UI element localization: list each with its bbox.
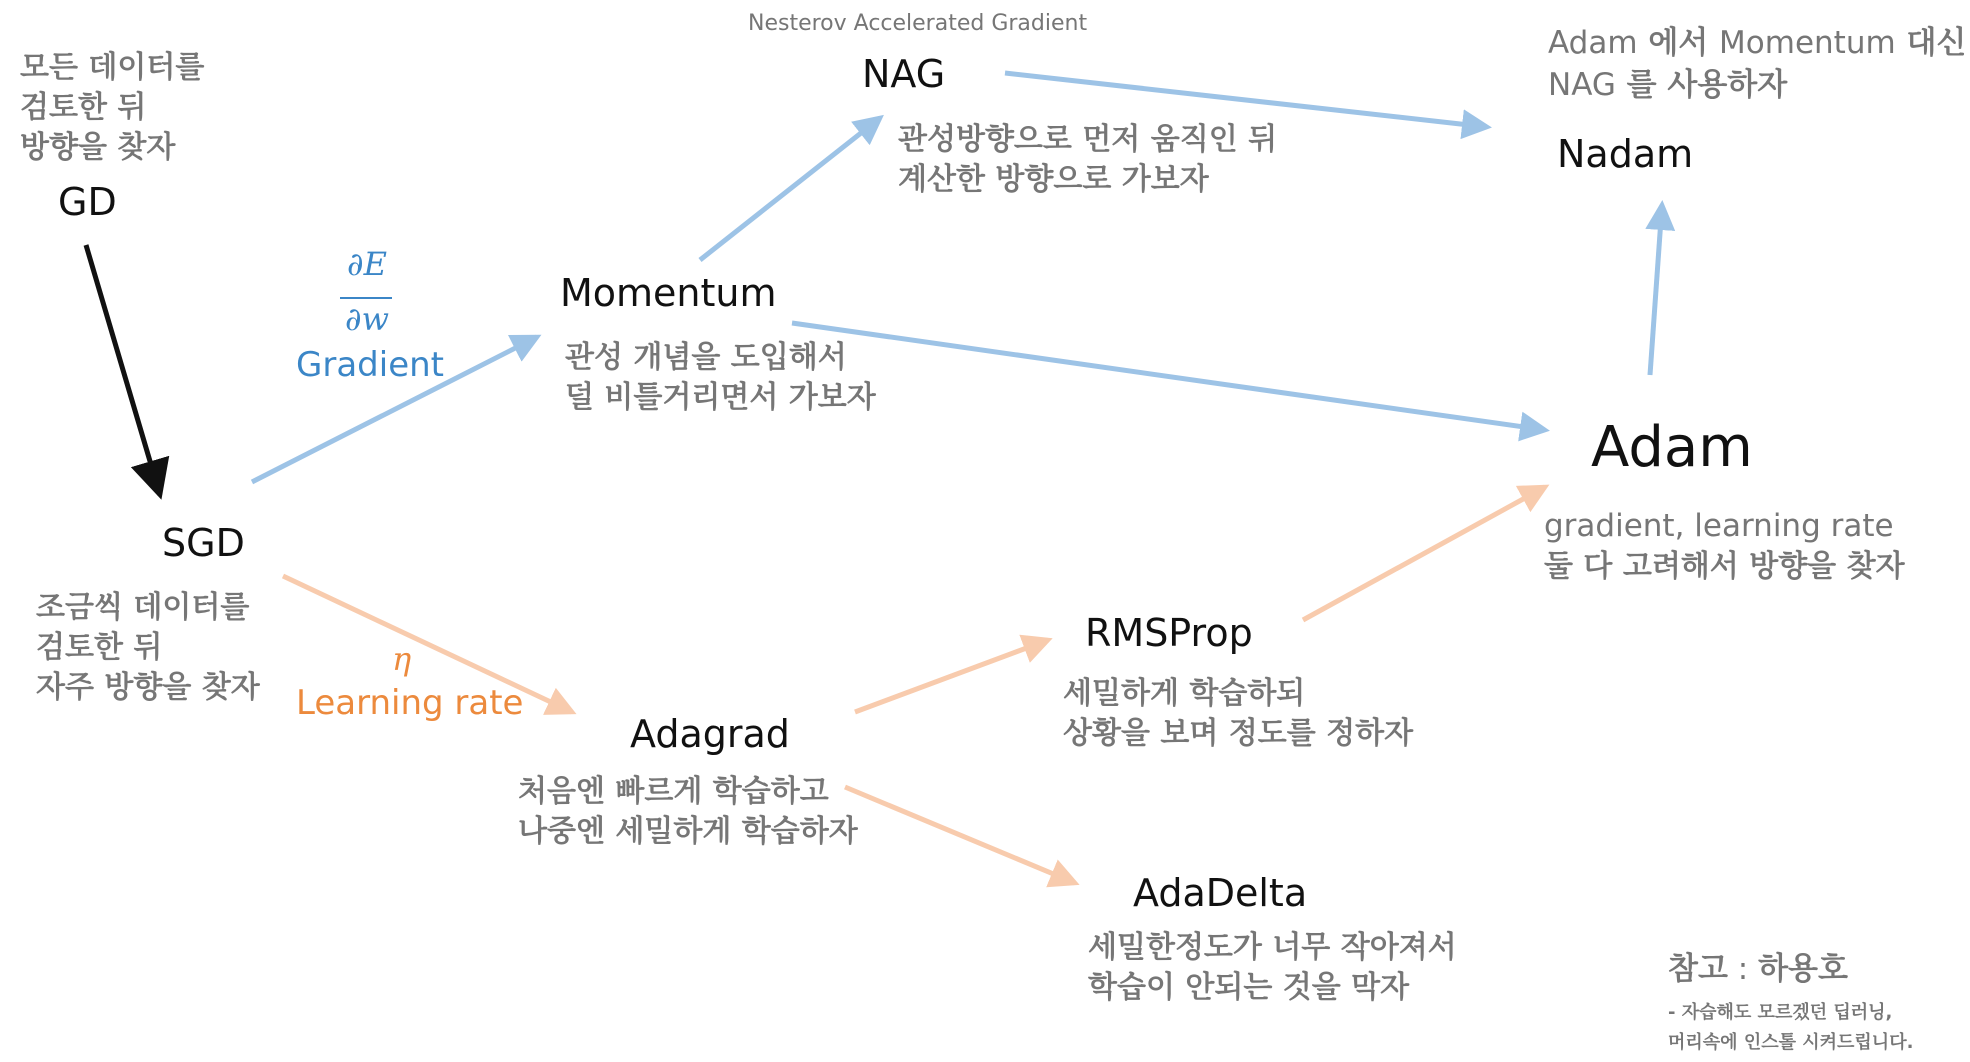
desc-line: 학습이 안되는 것을 막자	[1088, 970, 1410, 1005]
desc-line: 방향을 찾자	[20, 130, 176, 165]
note-part: Adam	[1548, 25, 1638, 61]
node-rmsprop: RMSProp	[1085, 611, 1253, 655]
desc-line: 모든 데이터를	[20, 50, 205, 85]
desc-line: 둘 다 고려해서 방향을 찾자	[1544, 549, 1905, 584]
arrow-momentum-to-adam	[792, 323, 1545, 430]
arrow-adam-to-nadam	[1650, 205, 1662, 375]
note-part: 를 사용하자	[1615, 67, 1788, 103]
adagrad-description	[518, 772, 858, 852]
gradient-denominator: ∂w	[345, 300, 389, 338]
learning-rate-label: Learning rate	[296, 683, 524, 723]
node-momentum: Momentum	[560, 271, 777, 315]
reference-line-2: 머리속에 인스톨 시켜드립니다.	[1668, 1032, 1914, 1053]
note-part: 에서	[1637, 25, 1720, 61]
node-gd: GD	[58, 180, 117, 224]
desc-line: 자주 방향을 찾자	[36, 670, 260, 705]
arrow-rmsprop-to-adam	[1303, 487, 1545, 620]
node-adam: Adam	[1591, 415, 1753, 480]
desc-line: 세밀한정도가 너무 작아져서	[1088, 930, 1457, 965]
arrow-momentum-to-nag	[700, 118, 880, 260]
node-nadam: Nadam	[1557, 132, 1694, 176]
desc-line: 관성방향으로 먼저 움직인 뒤	[898, 122, 1278, 157]
adadelta-description	[1088, 928, 1457, 1008]
arrow-adagrad-to-rmsprop	[855, 640, 1048, 712]
desc-line: 처음엔 빠르게 학습하고	[518, 774, 829, 809]
node-nag: NAG	[862, 52, 946, 96]
nag-description	[898, 120, 1277, 200]
nadam-note	[1548, 22, 1966, 106]
node-sgd: SGD	[162, 521, 245, 565]
desc-line: 검토한 뒤	[36, 630, 163, 665]
desc-line: 관성 개념을 도입해서	[565, 340, 847, 375]
reference-author: 하용호	[1758, 951, 1848, 987]
gd-description	[20, 48, 204, 168]
reference-title-row	[1668, 943, 1913, 988]
desc-line: 덜 비틀거리면서 가보자	[565, 380, 876, 415]
note-part: 대신	[1895, 25, 1967, 61]
sgd-description	[36, 588, 260, 708]
reference-title: 참고	[1668, 951, 1728, 987]
reference-block	[1668, 943, 1913, 1058]
desc-line: 검토한 뒤	[20, 90, 147, 125]
desc-line: 계산한 방향으로 가보자	[898, 162, 1209, 197]
note-part: Momentum	[1719, 25, 1896, 61]
desc-line: 상황을 보며 정도를 정하자	[1063, 716, 1414, 751]
arrow-nag-to-nadam	[1005, 73, 1487, 127]
node-adagrad: Adagrad	[630, 712, 790, 756]
desc-line: gradient, learning rate	[1544, 508, 1894, 544]
desc-line: 세밀하게 학습하되	[1063, 676, 1306, 711]
node-adadelta: AdaDelta	[1133, 871, 1308, 915]
gradient-label: Gradient	[296, 345, 444, 385]
arrow-adagrad-to-adadelta	[845, 787, 1075, 883]
momentum-description	[565, 338, 876, 418]
eta-symbol: η	[392, 640, 412, 678]
rmsprop-description	[1063, 674, 1413, 754]
fraction-bar	[340, 297, 392, 299]
nadam-note-line-1	[1548, 22, 1966, 64]
adam-description	[1544, 505, 1905, 587]
note-part: NAG	[1548, 67, 1616, 103]
desc-line: 나중엔 세밀하게 학습하자	[518, 814, 858, 849]
nadam-note-line-2	[1548, 64, 1966, 106]
nag-full-name: Nesterov Accelerated Gradient	[748, 11, 1088, 36]
reference-separator: :	[1727, 951, 1759, 987]
reference-line-1: - 자습해도 모르겠던 딥러닝,	[1668, 1002, 1893, 1023]
desc-line: 조금씩 데이터를	[36, 590, 250, 625]
arrow-gd-to-sgd	[86, 245, 160, 495]
gradient-numerator: ∂E	[347, 245, 387, 283]
